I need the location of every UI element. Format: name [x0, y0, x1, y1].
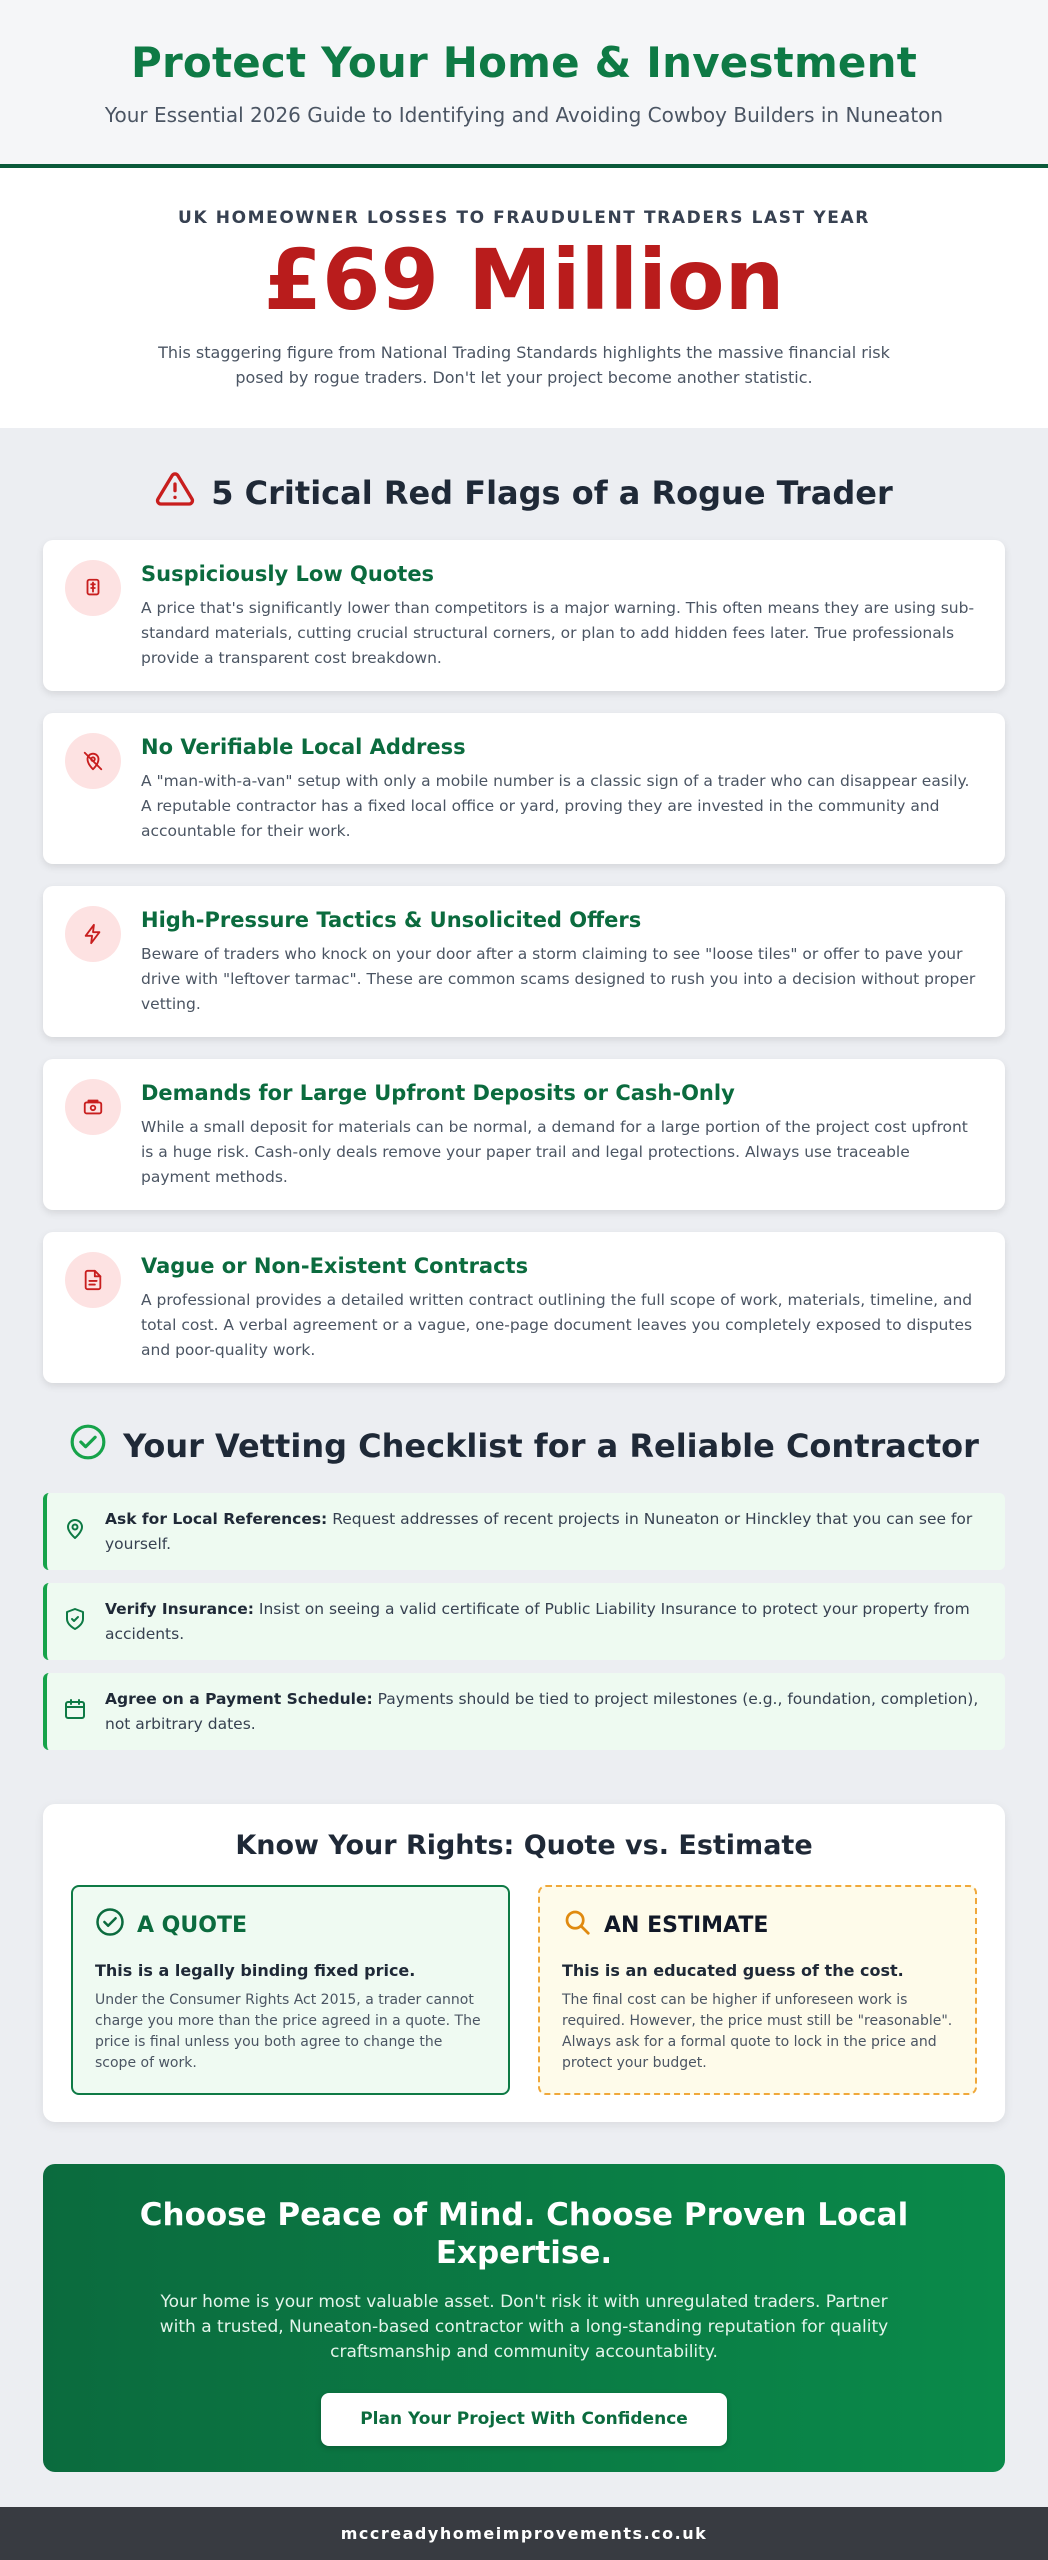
checklist-item [43, 1493, 1005, 1570]
red-flag-title: Vague or Non-Existent Contracts [141, 1254, 529, 1278]
cta-button[interactable]: Plan Your Project With Confidence [321, 2393, 727, 2446]
red-flag-card [43, 540, 1005, 691]
estimate-heading-label: AN ESTIMATE [604, 1912, 769, 1938]
checklist-item-text: Insist on seeing a valid certificate of Public Liability Insurance to protect your property from accidents. [105, 1600, 970, 1643]
check-circle-icon [95, 1907, 125, 1943]
header [0, 0, 1048, 168]
stat-description: This staggering figure from National Trading Standards highlights the massive financial risk posed by rogue traders. Don't let your project become another statistic. [158, 343, 890, 388]
red-flag-card [43, 1059, 1005, 1210]
red-flag-card [43, 1232, 1005, 1383]
calendar-icon [63, 1697, 87, 1729]
red-flag-title: Demands for Large Upfront Deposits or Cash-Only [141, 1081, 735, 1105]
red-flags-heading [0, 468, 1048, 518]
checklist-item-label: Agree on a Payment Schedule: [105, 1690, 373, 1708]
money-icon [65, 560, 121, 616]
quote-subtitle: This is a legally binding fixed price. [95, 1961, 416, 1980]
red-flags-title: 5 Critical Red Flags of a Rogue Trader [211, 474, 893, 512]
footer [0, 2507, 1048, 2560]
checklist-item-label: Ask for Local References: [105, 1510, 328, 1528]
red-flag-card [43, 886, 1005, 1037]
shield-check-icon [63, 1607, 87, 1639]
red-flag-text: Beware of traders who knock on your door after a storm claiming to see "loose tiles" or offer to pave your drive with "leftover tarmac". These are common scams designed to rush you into a decision without proper vetting. [141, 945, 976, 1013]
warning-triangle-icon [155, 469, 195, 517]
checklist-item-text: Request addresses of recent projects in Nuneaton or Hinckley that you can see for yourself. [105, 1510, 973, 1553]
document-icon [65, 1252, 121, 1308]
checklist-title: Your Vetting Checklist for a Reliable Contractor [123, 1427, 979, 1465]
lightning-icon [65, 906, 121, 962]
estimate-subtitle: This is an educated guess of the cost. [562, 1961, 904, 1980]
red-flag-text: While a small deposit for materials can be normal, a demand for a large portion of the project cost upfront is a huge risk. Cash-only deals remove your paper trail and legal protections. Always use traceable payment methods. [141, 1118, 968, 1186]
page-subtitle: Your Essential 2026 Guide to Identifying and Avoiding Cowboy Builders in Nuneaton [104, 103, 944, 127]
map-pin-off-icon [65, 733, 121, 789]
red-flag-title: No Verifiable Local Address [141, 735, 466, 759]
red-flag-title: Suspiciously Low Quotes [141, 562, 435, 586]
estimate-text: The final cost can be higher if unforeseen work is required. However, the price must still be "reasonable". Always ask for a formal quote to lock in the price and protect your budget. [562, 1992, 953, 2071]
checklist-item-text: Payments should be tied to project milestones (e.g., foundation, completion), not arbitrary dates. [105, 1690, 979, 1733]
cta-section [43, 2164, 1005, 2472]
cta-title: Choose Peace of Mind. Choose Proven Local Expertise. [139, 2197, 909, 2271]
red-flag-text: A "man-with-a-van" setup with only a mobile number is a classic sign of a trader who can disappear easily. A reputable contractor has a fixed local office or yard, proving they are invested in the community and accountable for their work. [141, 772, 970, 840]
red-flag-title: High-Pressure Tactics & Unsolicited Offers [141, 908, 642, 932]
checklist-item [43, 1673, 1005, 1750]
checklist-list [0, 1493, 1048, 1750]
quote-heading-label: A QUOTE [137, 1912, 247, 1938]
page-title: Protect Your Home & Investment [131, 38, 917, 87]
magnifier-icon [562, 1907, 592, 1943]
stat-kicker: UK HOMEOWNER LOSSES TO FRAUDULENT TRADERS LAST YEAR [178, 208, 870, 228]
rights-section [43, 1804, 1005, 2122]
estimate-heading [562, 1907, 953, 1943]
rights-columns [71, 1885, 977, 2095]
stat-section [0, 168, 1048, 428]
stat-value: £69 Million [263, 231, 785, 329]
cash-icon [65, 1079, 121, 1135]
estimate-card [538, 1885, 977, 2095]
red-flag-text: A price that's significantly lower than competitors is a major warning. This often means they are using sub-standard materials, cutting crucial structural corners, or plan to add hidden fees later. True professionals provide a transparent cost breakdown. [141, 599, 975, 667]
quote-text: Under the Consumer Rights Act 2015, a trader cannot charge you more than the price agreed in a quote. The price is final unless you both agree to change the scope of work. [95, 1992, 481, 2071]
cta-text: Your home is your most valuable asset. Don't risk it with unregulated traders. Partner with a trusted, Nuneaton-based contractor with a long-standing reputation for quality craftsmanship and community accountability. [159, 2292, 889, 2362]
quote-card [71, 1885, 510, 2095]
checklist-item-label: Verify Insurance: [105, 1600, 254, 1618]
checklist-heading [0, 1421, 1048, 1471]
checklist-item [43, 1583, 1005, 1660]
red-flags-list [0, 540, 1048, 1383]
red-flag-text: A professional provides a detailed written contract outlining the full scope of work, materials, timeline, and total cost. A verbal agreement or a vague, one-page document leaves you completely exposed to disputes and poor-quality work. [141, 1291, 973, 1359]
map-pin-icon [63, 1517, 87, 1549]
quote-heading [95, 1907, 486, 1943]
rights-title: Know Your Rights: Quote vs. Estimate [235, 1830, 813, 1861]
red-flag-card [43, 713, 1005, 864]
footer-domain-link[interactable]: mccreadyhomeimprovements.co.uk [340, 2524, 708, 2543]
check-circle-icon [69, 1423, 107, 1469]
